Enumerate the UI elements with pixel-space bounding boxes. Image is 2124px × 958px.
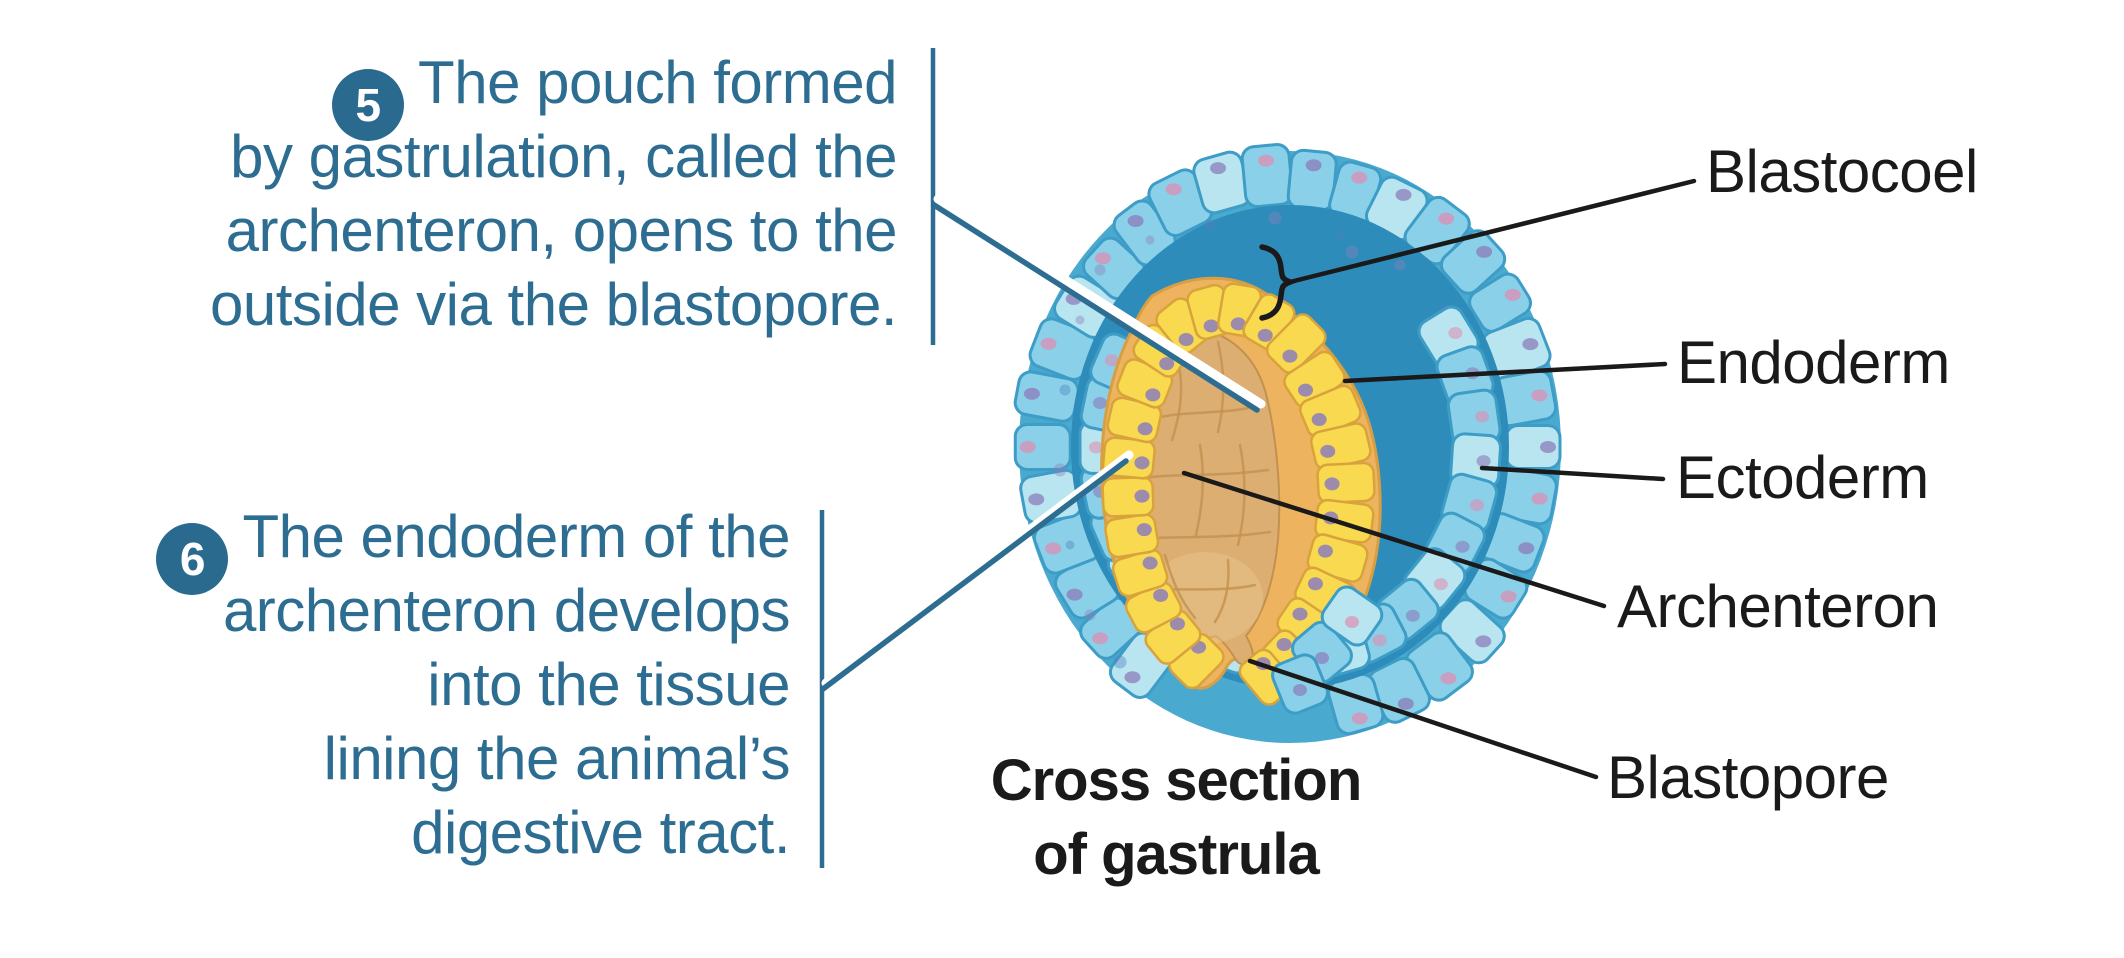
step-6-line-1 bbox=[0, 500, 790, 585]
step-6-text bbox=[0, 500, 790, 870]
step-5-line-3: archenteron, opens to the bbox=[225, 197, 897, 264]
label-endoderm: Endoderm bbox=[1677, 329, 1950, 396]
label-ectoderm: Ectoderm bbox=[1676, 444, 1929, 511]
step-5-number-badge: 5 bbox=[332, 69, 404, 141]
step-5-line-1 bbox=[0, 46, 897, 131]
step-6-text-line: The endoderm of the bbox=[242, 503, 790, 570]
caption-line-1: Cross section bbox=[990, 748, 1362, 813]
figure-caption bbox=[936, 744, 1416, 892]
caption-line-2: of gastrula bbox=[1033, 822, 1319, 887]
step-6-line-2: archenteron develops bbox=[222, 577, 790, 644]
label-blastopore: Blastopore bbox=[1607, 744, 1889, 811]
step-5-line-4: outside via the blastopore. bbox=[210, 271, 897, 338]
step-5-text-line: The pouch formed bbox=[418, 49, 897, 116]
step-6-line-5: digestive tract. bbox=[411, 799, 790, 866]
step-5-text bbox=[0, 46, 897, 342]
step-6-line-3: into the tissue bbox=[427, 651, 790, 718]
label-blastocoel: Blastocoel bbox=[1706, 138, 1978, 205]
step-6-line-4: lining the animal’s bbox=[323, 725, 790, 792]
step-5-line-2: by gastrulation, called the bbox=[230, 123, 897, 190]
step-6-number-badge: 6 bbox=[156, 523, 228, 595]
label-archenteron: Archenteron bbox=[1617, 573, 1939, 640]
